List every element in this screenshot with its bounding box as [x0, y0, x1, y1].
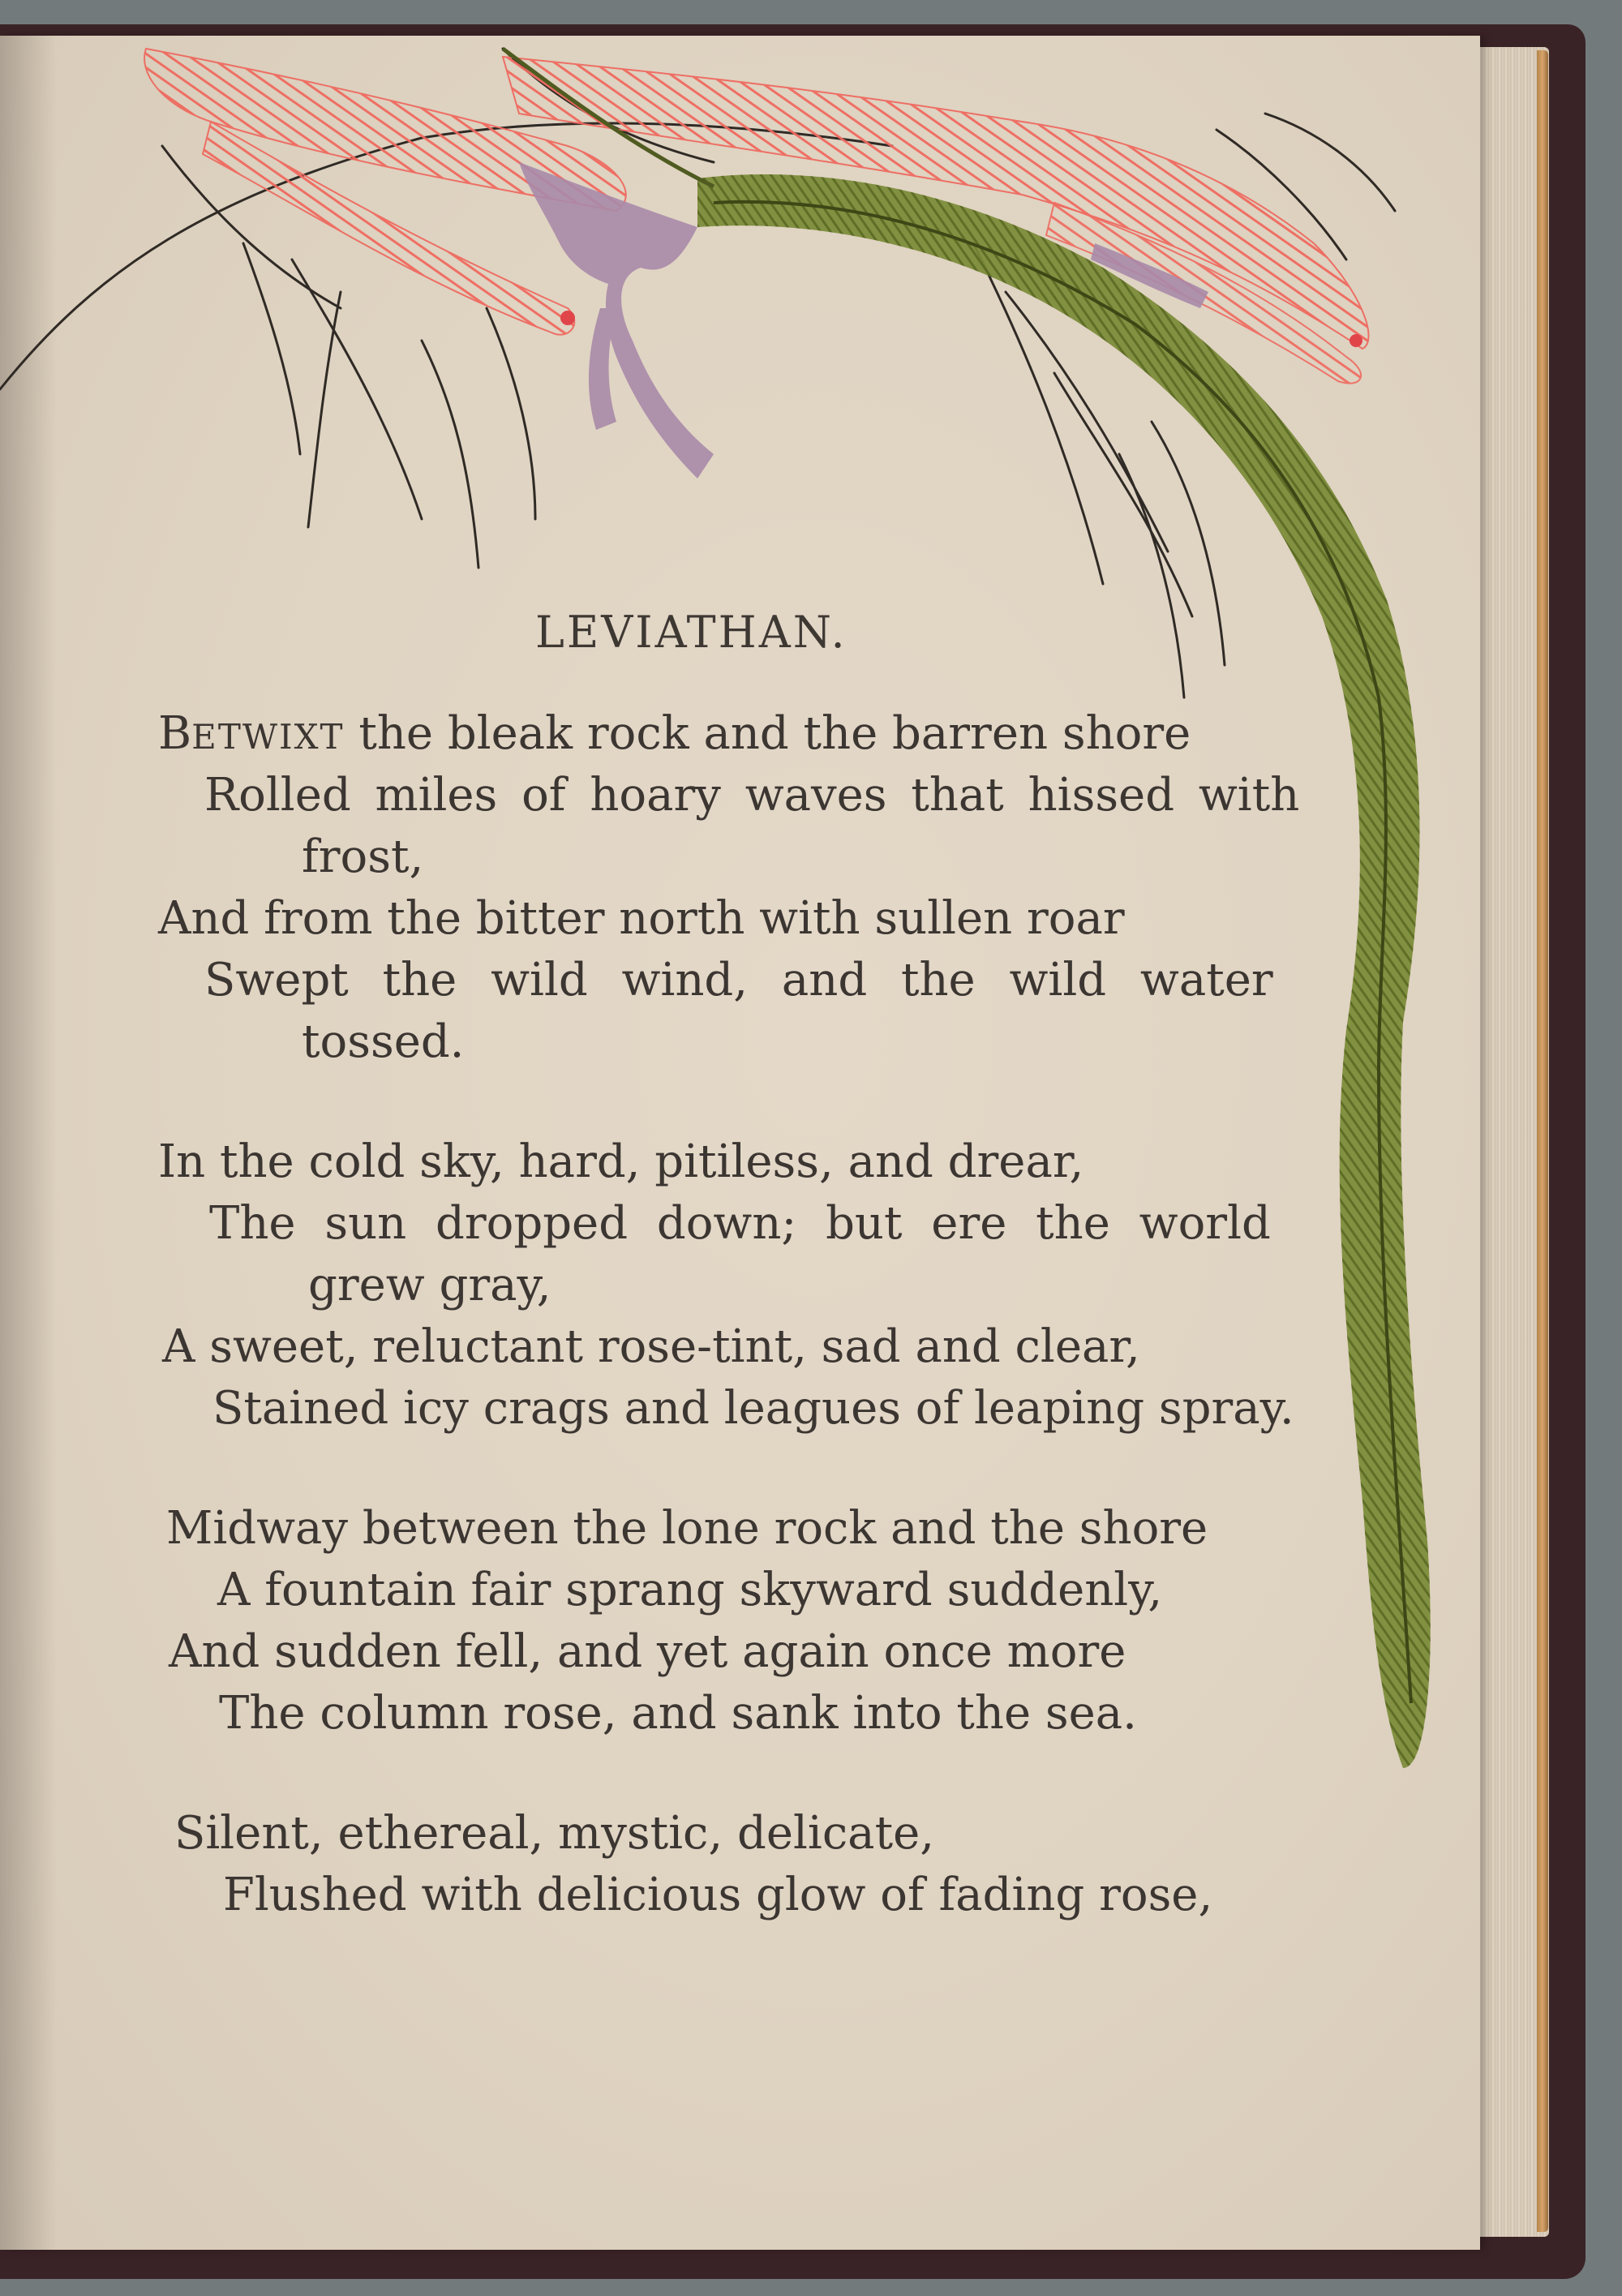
stanza-2-line-1: In the cold sky, hard, pitiless, and drear, [158, 1135, 1084, 1188]
stanza-1-line-2: Rolled miles of hoary waves that hissed with [204, 769, 1300, 822]
stanza-1-line-6: tossed. [302, 1015, 465, 1068]
stanza-1-line-5: Swept the wild wind, and the wild water [204, 954, 1273, 1006]
drop-initial: B [158, 707, 192, 760]
stanza-3-line-2: A fountain fair sprang skyward suddenly, [217, 1564, 1163, 1616]
stanza-1-line-4: And from the bitter north with sullen roar [158, 892, 1125, 945]
stanza-2-line-4: A sweet, reluctant rose-tint, sad and clear, [162, 1320, 1140, 1373]
poem-title: LEVIATHAN. [535, 607, 847, 658]
stanza-3-line-4: The column rose, and sank into the sea. [219, 1687, 1137, 1740]
line-rest: the bleak rock and the barren shore [358, 707, 1191, 760]
stanza-1-line-3: frost, [302, 830, 424, 883]
small-caps-word: ETWIXT [191, 717, 345, 757]
stanza-3-line-1: Midway between the lone rock and the shore [166, 1502, 1208, 1555]
stanza-4-line-1: Silent, ethereal, mystic, delicate, [174, 1807, 935, 1860]
stanza-4-line-2: Flushed with delicious glow of fading rose, [223, 1869, 1213, 1921]
stanza-2-line-3: grew gray, [308, 1259, 551, 1311]
stanza-3-line-3: And sudden fell, and yet again once more [169, 1625, 1126, 1678]
stanza-1-line-1 [158, 707, 1191, 760]
stanza-2-line-2: The sun dropped down; but ere the world [209, 1197, 1271, 1250]
stanza-2-line-5: Stained icy crags and leagues of leaping spray. [212, 1382, 1294, 1435]
